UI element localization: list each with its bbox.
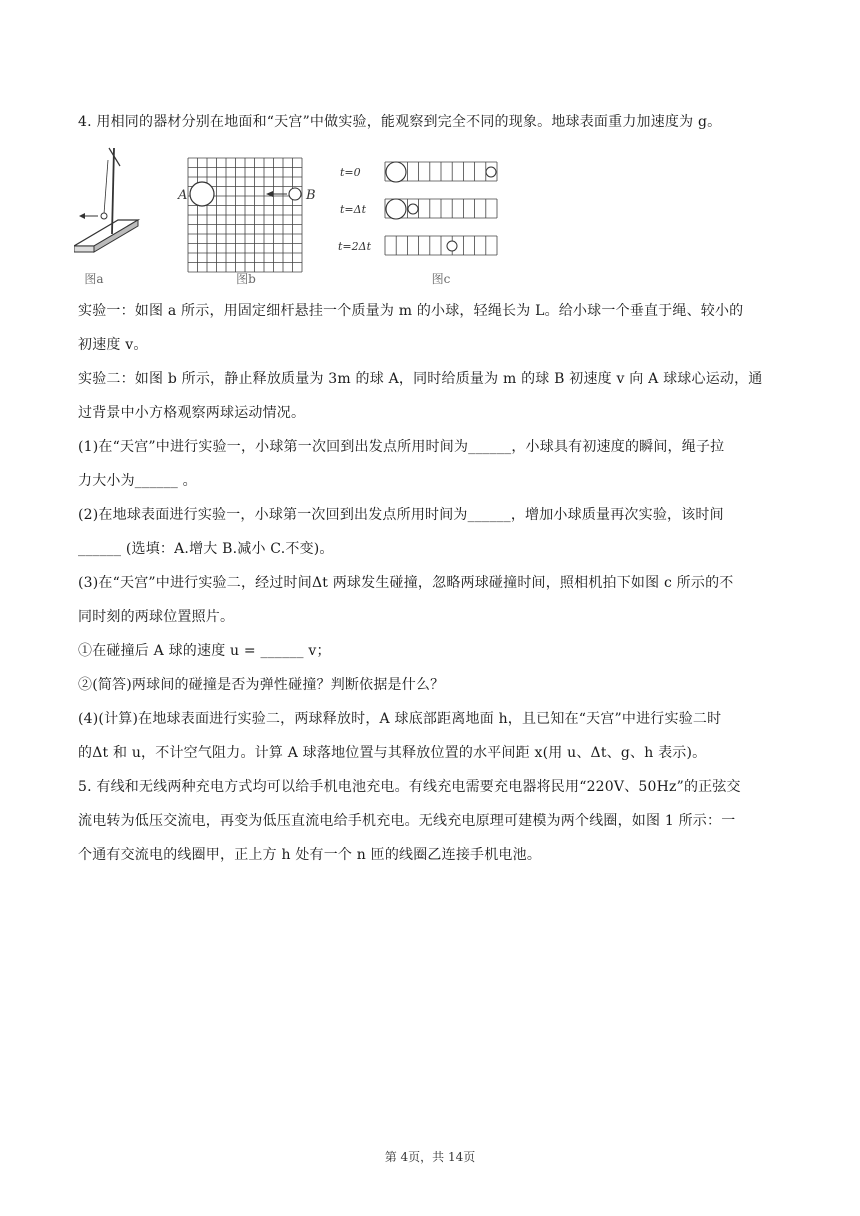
- figures-abc: [74, 142, 514, 290]
- experiment-2: 实验二：如图 b 所示，静止释放质量为 3m 的球 A，同时给质量为 m 的球 B 初速度 v 向 A 球球心运动，通 过背景中小方格观察两球运动情况。: [78, 371, 763, 421]
- ball-b: [289, 188, 301, 200]
- label-t1: t=Δt: [340, 203, 367, 216]
- part-1: (1)在“天宫”中进行实验一，小球第一次回到出发点所用时间为______，小球具有初速度的瞬间，绳子拉 力大小为______ 。: [78, 439, 725, 489]
- figure-c: [338, 162, 497, 286]
- label-t0: t=0: [340, 166, 361, 179]
- figure-c-caption: 图c: [431, 272, 451, 286]
- label-a: A: [178, 188, 188, 203]
- question-5: 5. 有线和无线两种充电方式均可以给手机电池充电。有线充电需要充电器将民用“220V、50Hz”的正弦交 流电转为低压交流电，再变为低压直流电给手机充电。无线充电原理可建模为两个线圈，如图 1 所示：一 个通有交流电的线圈甲，正上方 h 处有一个 n 匝的线圈乙连接手机电池。: [78, 779, 741, 863]
- figure-b: [177, 158, 316, 286]
- label-t2: t=2Δt: [338, 240, 371, 253]
- ball-a: [190, 182, 214, 206]
- label-b: B: [306, 188, 316, 203]
- figure-b-caption: 图b: [236, 272, 256, 286]
- part-2: (2)在地球表面进行实验一，小球第一次回到出发点所用时间为______，增加小球质量再次实验，该时间 ______ (选填：A.增大 B.减小 C.不变)。: [78, 507, 724, 557]
- figure-a: [74, 148, 138, 286]
- page-footer: 第 4页，共 14页: [384, 1150, 476, 1164]
- part-4: (4)(计算)在地球表面进行实验二，两球释放时，A 球底部距离地面 h，且已知在“天宫”中进行实验二时 的Δt 和 u，不计空气阻力。计算 A 球落地位置与其释放位置的水平间距 x(用 u、Δt、g、h 表示)。: [78, 711, 722, 761]
- figure-a-caption: 图a: [84, 272, 104, 286]
- experiment-1: 实验一：如图 a 所示，用固定细杆悬挂一个质量为 m 的小球，轻绳长为 L。给小球一个垂直于绳、较小的 初速度 v。: [78, 303, 744, 353]
- part-3-sub-2: ②(简答)两球间的碰撞是否为弹性碰撞？判断依据是什么？: [78, 677, 445, 693]
- question-4-stem: 4. 用相同的器材分别在地面和“天宫”中做实验，能观察到完全不同的现象。地球表面重力加速度为 g。: [78, 114, 722, 130]
- part-3: (3)在“天宫”中进行实验二，经过时间Δt 两球发生碰撞，忽略两球碰撞时间，照相机拍下如图 c 所示的不 同时刻的两球位置照片。 ①在碰撞后 A 球的速度 u = ______ v； ②(简答)两球间的碰撞是否为弹性碰撞？判断依据是什么？: [78, 566, 778, 702]
- part-3-sub-1: ①在碰撞后 A 球的速度 u = ______ v；: [78, 643, 331, 659]
